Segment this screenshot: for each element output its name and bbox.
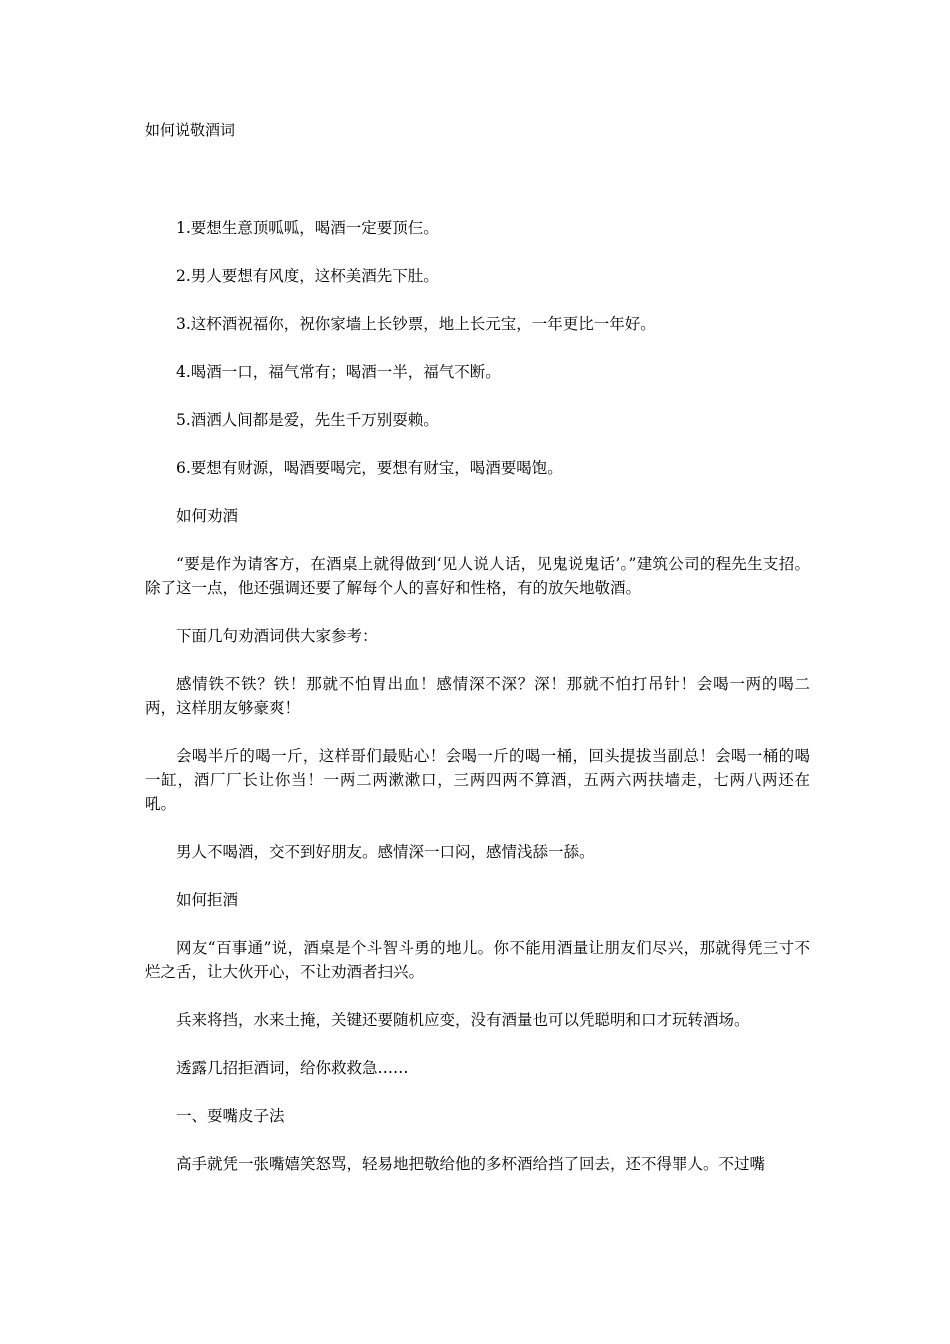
paragraph: 高手就凭一张嘴嬉笑怒骂，轻易地把敬给他的多杯酒给挡了回去，还不得罪人。不过嘴 xyxy=(176,1155,766,1173)
paragraph: 男人不喝酒，交不到好朋友。感情深一口闷，感情浅舔一舔。 xyxy=(176,843,595,861)
paragraph: 5.酒洒人间都是爱，先生千万别耍赖。 xyxy=(176,411,439,429)
document-body xyxy=(145,216,810,1200)
paragraph: 4.喝酒一口，福气常有；喝酒一半，福气不断。 xyxy=(176,363,501,381)
paragraph: 6.要想有财源，喝酒要喝完，要想有财宝，喝酒要喝饱。 xyxy=(176,459,563,477)
document-title: 如何说敬酒词 xyxy=(145,121,236,139)
paragraph: 网友“百事通”说，酒桌是个斗智斗勇的地儿。你不能用酒量让朋友们尽兴，那就得凭三寸不烂之舌，让大伙开心，不让劝酒者扫兴。 xyxy=(145,939,810,981)
section-heading-how-to-refuse: 如何拒酒 xyxy=(176,891,239,909)
paragraph: 2.男人要想有风度，这杯美酒先下肚。 xyxy=(176,267,439,285)
section-heading-how-to-urge: 如何劝酒 xyxy=(176,507,239,525)
paragraph: 兵来将挡，水来土掩，关键还要随机应变，没有酒量也可以凭聪明和口才玩转酒场。 xyxy=(176,1011,750,1029)
subsection-heading: 一、耍嘴皮子法 xyxy=(176,1107,285,1125)
paragraph: 会喝半斤的喝一斤，这样哥们最贴心！会喝一斤的喝一桶，回头提拔当副总！会喝一桶的喝一缸，酒厂厂长让你当！一两二两漱漱口，三两四两不算酒，五两六两扶墙走，七两八两还在吼。 xyxy=(145,747,810,813)
paragraph: 3.这杯酒祝福你，祝你家墙上长钞票，地上长元宝，一年更比一年好。 xyxy=(176,315,656,333)
paragraph: 透露几招拒酒词，给你救救急…… xyxy=(176,1059,409,1077)
paragraph: 下面几句劝酒词供大家参考： xyxy=(176,627,378,645)
paragraph: “要是作为请客方，在酒桌上就得做到‘见人说人话，见鬼说鬼话’。”建筑公司的程先生支招。除了这一点，他还强调还要了解每个人的喜好和性格，有的放矢地敬酒。 xyxy=(145,555,810,597)
paragraph: 1.要想生意顶呱呱，喝酒一定要顶仨。 xyxy=(176,219,439,237)
paragraph: 感情铁不铁？铁！那就不怕胃出血！感情深不深？深！那就不怕打吊针！会喝一两的喝二两，这样朋友够豪爽！ xyxy=(145,675,810,717)
